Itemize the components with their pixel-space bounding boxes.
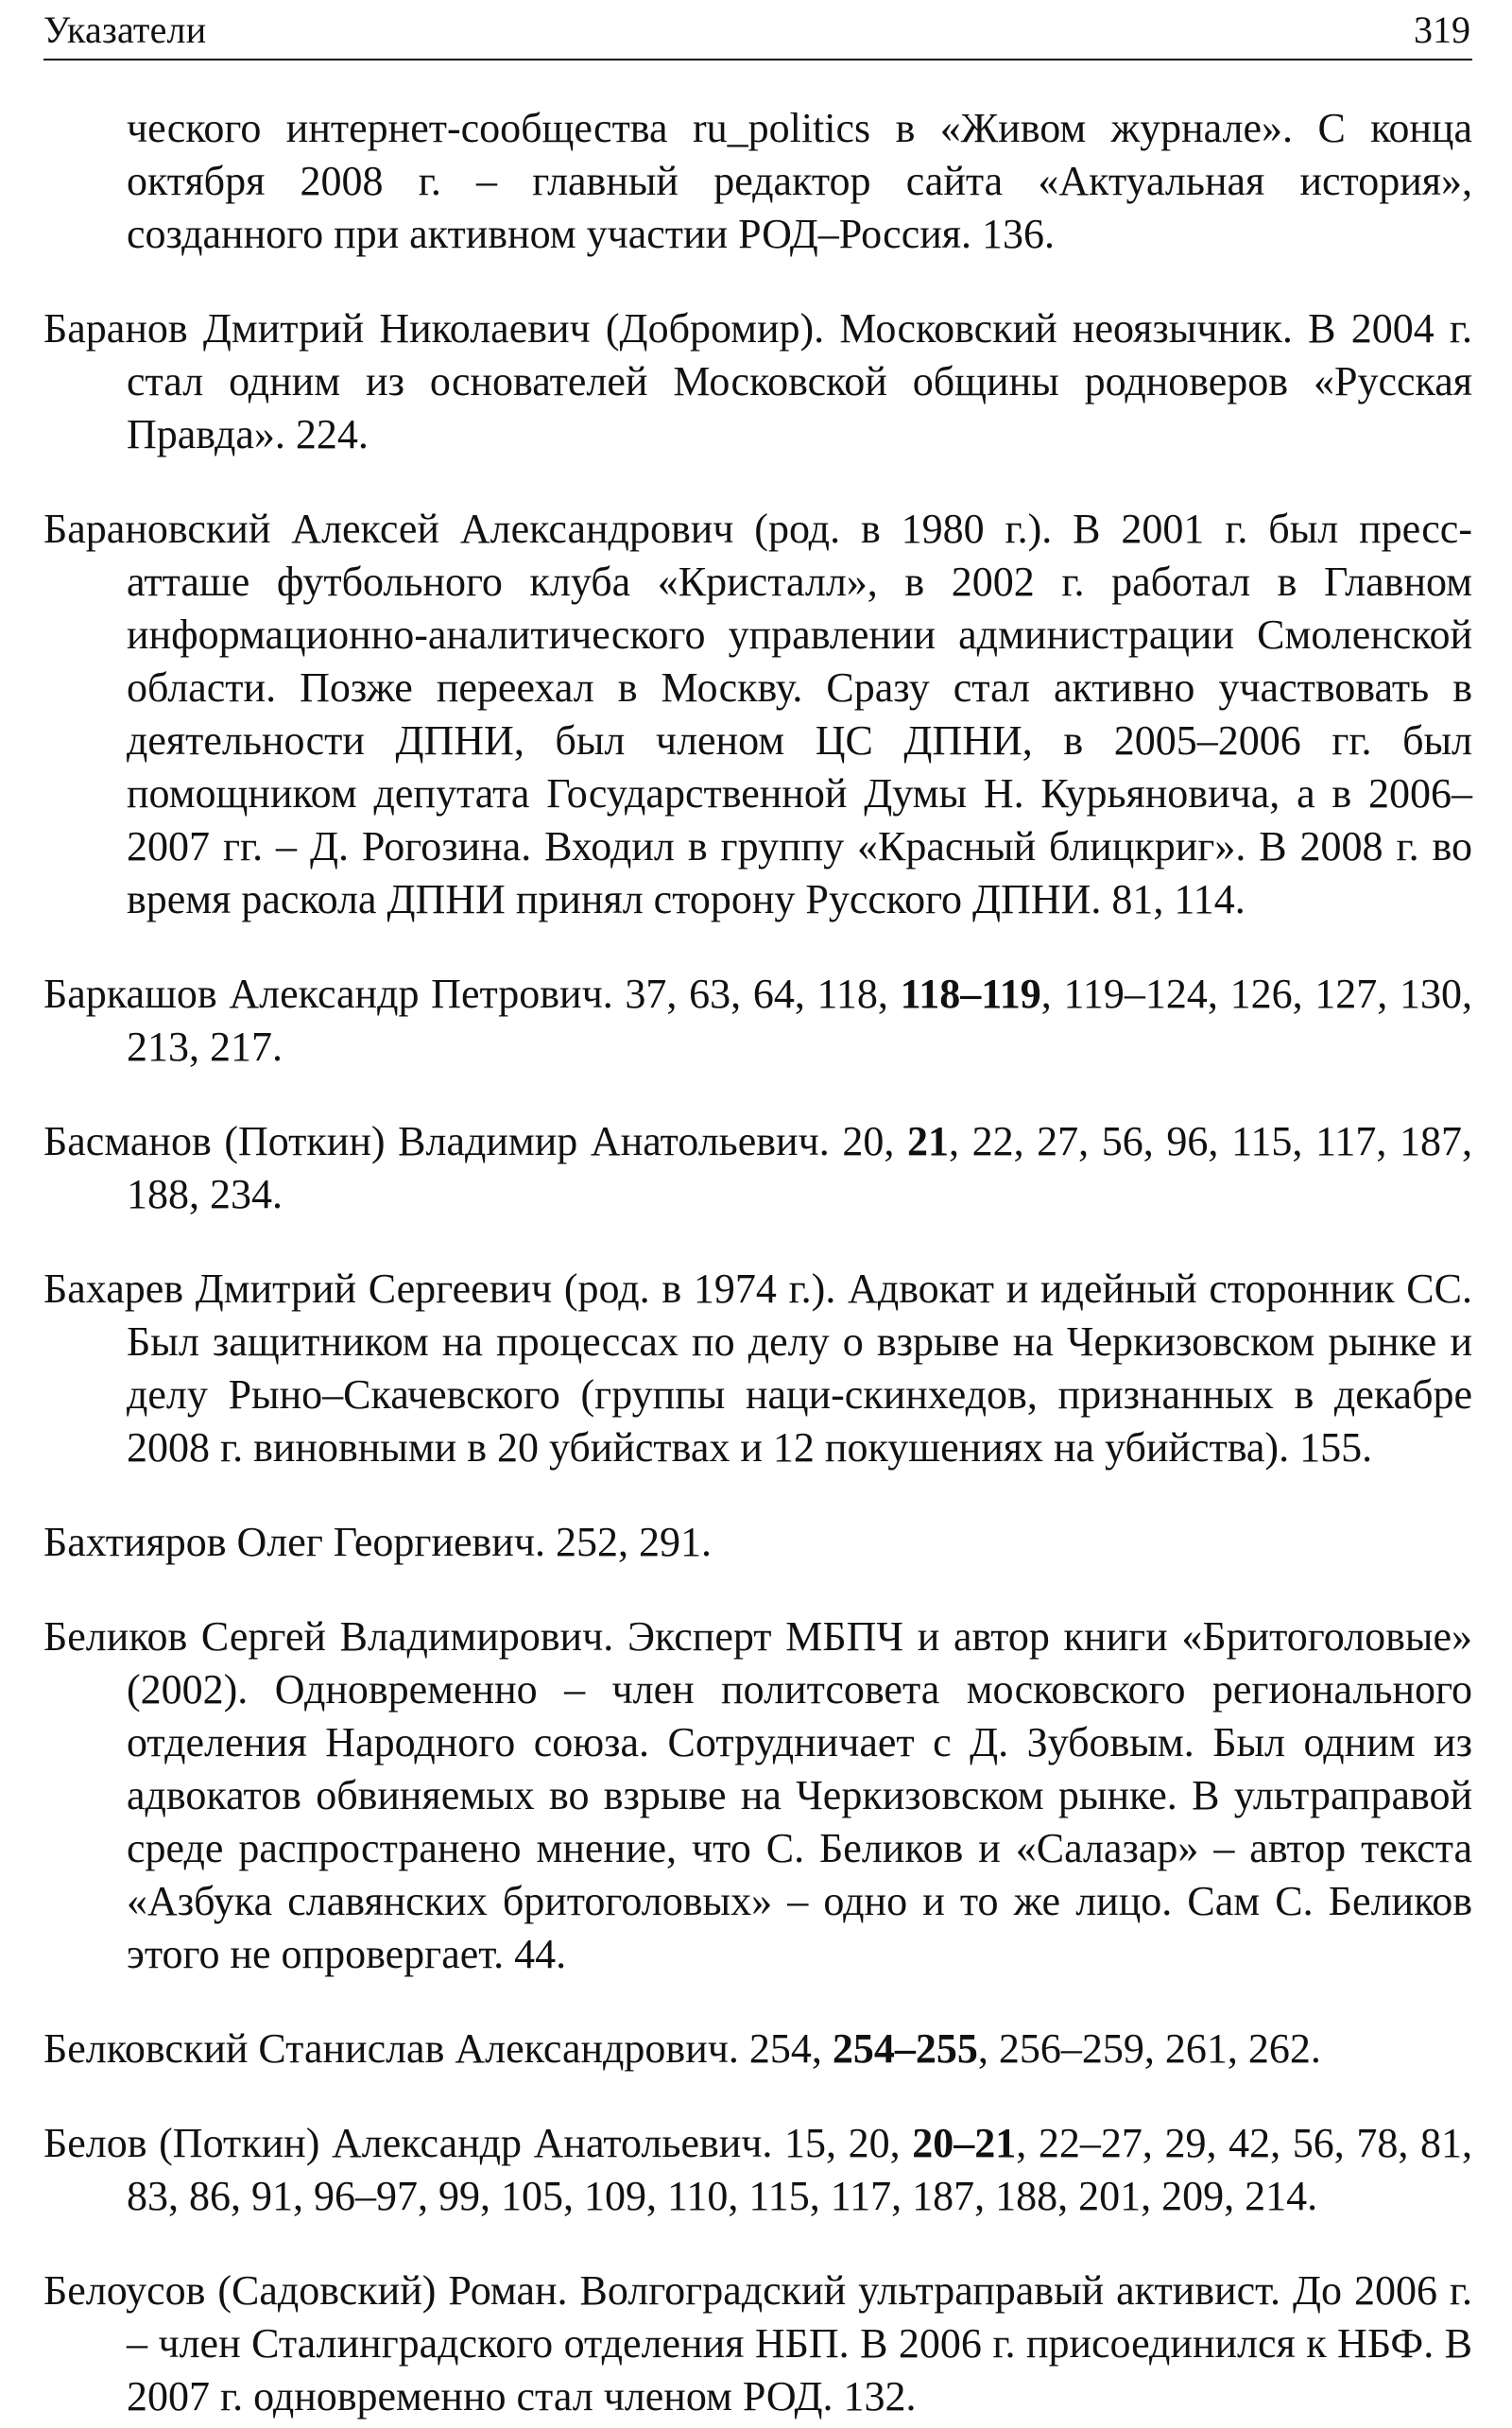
index-entry-barkashov: Баркашов Александр Петрович. 37, 63, 64, 118, 118–119, 119–124, 126, 127, 130, 213, 217. (43, 971, 1472, 1070)
document-page (43, 0, 1472, 2428)
index-entry-continuation: ческого интернет-сообщества ru_politics в «Живом журнале». С конца октября 2008 г. – главный редактор сайта «Актуальная история», созданного при активном участии РОД–Россия. 136. (127, 105, 1472, 257)
index-entry-belousov: Белоусов (Садовский) Роман. Волгоградский ультраправый активист. До 2006 г. – член Сталинградского отделения НБП. В 2006 г. присоединился к НБФ. В 2007 г. одновременно стал членом РОД. 132. (43, 2267, 1472, 2419)
index-entry-belkovsky: Белковский Станислав Александрович. 254, 254–255, 256–259, 261, 262. (43, 2025, 1321, 2072)
index-entry-baranov: Баранов Дмитрий Николаевич (Добромир). Московский неоязычник. В 2004 г. стал одним из основателей Московской общины родноверов «Русская Правда». 224. (43, 305, 1472, 457)
page-number: 319 (1414, 9, 1470, 51)
index-entry-belikov: Беликов Сергей Владимирович. Эксперт МБПЧ и автор книги «Бритоголовые» (2002). Одновременно – член политсовета московского регионального отделения Народного союза. Сотрудничает с Д. Зубовым. Был одним из адвокатов обвиняемых во взрыве на Черкизовском рынке. В ультраправой среде распространено мнение, что С. Беликов и «Салазар» – автор текста «Азбука славянских бритоголовых» – одно и то же лицо. Сам С. Беликов этого не опровергает. 44. (43, 1613, 1472, 1977)
bold-page-range: 254–255 (832, 2025, 978, 2072)
bold-page-range: 20–21 (912, 2120, 1017, 2166)
index-entry-bakharev: Бахарев Дмитрий Сергеевич (род. в 1974 г.). Адвокат и идейный сторонник СС. Был защитником на процессах по делу о взрыве на Черкизовском рынке и делу Рыно–Скачевского (группы наци-скинхедов, признанных в декабре 2008 г. виновными в 20 убийствах и 12 покушениях на убийства). 155. (43, 1266, 1472, 1471)
running-header-title: Указатели (43, 9, 207, 51)
index-entry-belov: Белов (Поткин) Александр Анатольевич. 15, 20, 20–21, 22–27, 29, 42, 56, 78, 81, 83, 86, 91, 96–97, 99, 105, 109, 110, 115, 117, 187, 188, 201, 209, 214. (43, 2120, 1472, 2219)
index-entry-basmanov: Басманов (Поткин) Владимир Анатольевич. 20, 21, 22, 27, 56, 96, 115, 117, 187, 188, 234. (43, 1118, 1472, 1217)
index-entry-bakhtiyarov: Бахтияров Олег Георгиевич. 252, 291. (43, 1519, 712, 1565)
index-entry-baranovsky: Барановский Алексей Александрович (род. в 1980 г.). В 2001 г. был пресс-атташе футбольного клуба «Кристалл», в 2002 г. работал в Главном информационно-аналитического управлении администрации Смоленской области. Позже переехал в Москву. Сразу стал активно участвовать в деятельности ДПНИ, был членом ЦС ДПНИ, в 2005–2006 гг. был помощником депутата Государственной Думы Н. Курьяновича, а в 2006–2007 гг. – Д. Рогозина. Входил в группу «Красный блицкриг». В 2008 г. во время раскола ДПНИ принял сторону Русского ДПНИ. 81, 114. (43, 506, 1472, 922)
index-entries (43, 102, 1472, 2423)
running-header (43, 0, 1472, 60)
bold-page-range: 21 (906, 1118, 949, 1164)
bold-page-range: 118–119 (900, 971, 1041, 1017)
